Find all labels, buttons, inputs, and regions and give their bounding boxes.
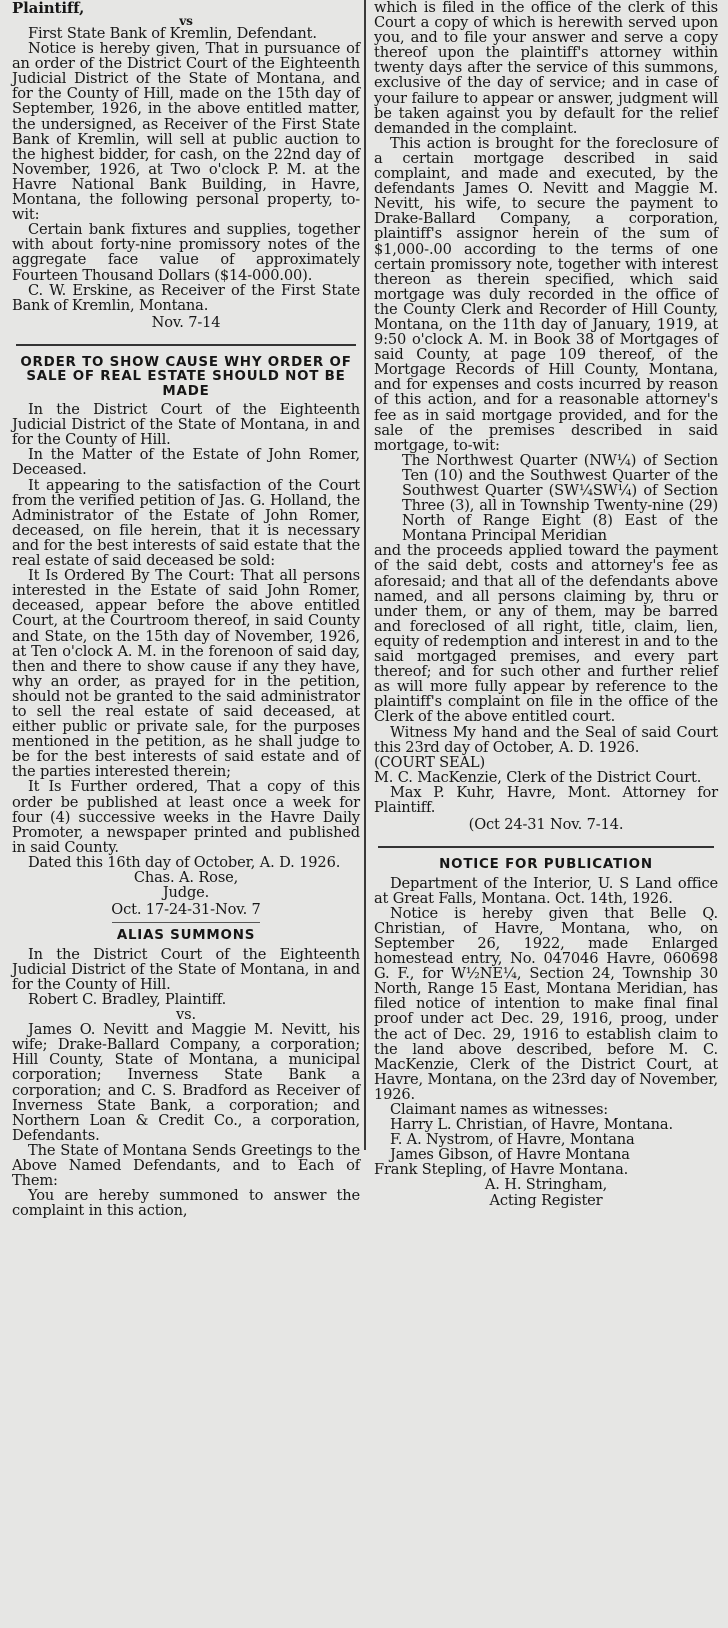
notice-for-publication — [374, 858, 718, 1207]
order-paragraph-2: It Is Ordered By The Court: That all persons interested in the Estate of said John Romer, deceased, appear before the above entitled Court, at the Courtroom thereof, in said County and State, on the 15th day of November, 1926, at Ten o'clock A. M. in the forenoon of said day, then and there to show cause if any they have, why an order, as prayed for in the petition, should not be granted to the said administrator to sell the real estate of said deceased, at either public or private sale, for the purposes mentioned in the petition, as he shall judge to be for the best interests of said estate and of the parties interested therein; — [12, 567, 360, 781]
action-paragraph: This action is brought for the foreclosure of a certain mortgage described in said complaint, and made and executed, by the defendants James O. Nevitt and Maggie M. Nevitt, his wife, to secure the payment to Drake-Ballard Company, a corporation, plaintiff's assignor herein of the sum of $1,000-.00 according to the terms of one certain promissory note, together with interest thereon as therein specified, which said mortgage was duly recorded in the office of the County Clerk and Recorder of Hill County, Montana, on the 11th day of January, 1919, at 9:50 o'clock A. M. in Book 38 of Mortgages of said County, at page 109 thereof, of the Mortgage Records of Hill County, Montana, and for expenses and costs incurred by reason of this action, and for a reasonable attorney's fee as in said mortgage provided, and for the sale of the premises described in said mortgage, to-wit: — [374, 134, 718, 454]
notice-divider — [378, 846, 714, 848]
column-rule — [364, 0, 366, 1150]
fixtures-paragraph: Certain bank fixtures and supplies, together with about forty-nine promissory notes of the aggregate face value of approximately Fourteen Thousand Dollars ($14-000.00). — [12, 221, 360, 284]
order-paragraph-3: It Is Further ordered, That a copy of this order be published at least once a week for four (4) successive weeks in the Havre Daily Promoter, a newspaper printed and published in said County. — [12, 778, 360, 856]
notice-divider — [16, 344, 356, 346]
order-matter-line: In the Matter of the Estate of John Romer, Deceased. — [12, 446, 360, 479]
order-dated-line: Dated this 16th day of October, A. D. 1926. — [28, 853, 341, 871]
judge-title: Judge. — [162, 884, 210, 902]
alias-summons-continued — [374, 0, 718, 832]
alias-summons — [12, 929, 360, 1218]
witness-entry: Frank Stepling, of Havre Montana. — [374, 1161, 629, 1179]
notice-divider — [112, 922, 260, 923]
order-to-show-cause — [12, 356, 360, 917]
receiver-pub-dates: Nov. 7-14 — [151, 313, 221, 331]
witness-line: Witness My hand and the Seal of said Court this 23rd day of October, A. D. 1926. — [374, 723, 718, 756]
receiver-sale-notice — [12, 0, 360, 330]
receiver-signature: C. W. Erskine, as Receiver of the First State Bank of Kremlin, Montana. — [12, 281, 360, 314]
right-column — [368, 0, 728, 1628]
alias-court-line: In the District Court of the Eighteenth Judicial District of the State of Montana, in and for the County of Hill. — [12, 945, 360, 993]
publication-body: Notice is hereby given that Belle Q. Christian, of Havre, Montana, who, on September 26, 1922, made Enlarged homestead entry, No. 047046 Havre, 060698 G. F., for W½NE¼, Section 24, Township 30 North, Range 15 East, Montana Meridian, has filed notice of intention to make final final proof under act Dec. 29, 1916, proog, under the act of Dec. 29, 1916 to establish claim to the land above described, before M. C. MacKenzie, Clerk of the District Court, at Havre, Montana, on the 23rd day of November, 1926. — [374, 904, 718, 1103]
summons-continuation: which is filed in the office of the clerk of this Court a copy of which is herewith served upon you, and to file your answer and serve a copy thereof upon the plaintiff's attorney within twenty days after the service of this summons, exclusive of the day of service; and in case of your failure to appear or answer, judgment will be taken against you by default for the relief demanded in the complaint. — [374, 0, 718, 137]
plaintiff-label: Plaintiff, — [12, 0, 85, 17]
witnesses-intro: Claimant names as witnesses: — [390, 1100, 609, 1118]
versus-label: vs — [179, 14, 193, 28]
attorney-signature: Max P. Kuhr, Havre, Mont. Attorney for Plaintiff. — [374, 783, 718, 816]
witness-entry: F. A. Nystrom, of Havre, Montana — [390, 1131, 635, 1149]
defendant-line: First State Bank of Kremlin, Defendant. — [28, 25, 317, 42]
judge-name: Chas. A. Rose, — [133, 869, 239, 886]
alias-defendants: James O. Nevitt and Maggie M. Nevitt, his wife; Drake-Ballard Company, a corporation; Hill County, State of Montana, a municipal corporation; Inverness State Bank a corporation; and C. S. Bradford as Receiver of Inverness State Bank, a corporation; and Northern Loan & Credit Co., a corporation, Defendants. — [12, 1021, 360, 1144]
alias-heading: ALIAS SUMMONS — [116, 928, 256, 944]
alias-plaintiff-line: Robert C. Bradley, Plaintiff. — [28, 990, 227, 1008]
order-paragraph-1: It appearing to the satisfaction of the Court from the verified petition of Jas. G. Holland, the Administrator of the Estate of John Romer, deceased, on file herein, that it is necessary and for the best interests of said estate that the real estate of said deceased be sold: — [12, 476, 360, 570]
legal-description: The Northwest Quarter (NW¼) of Section Ten (10) and the Southwest Quarter of the Southwest Quarter (SW¼SW¼) of Section Three (3), all in Township Twenty-nine (29) North of Range Eight (8) East of the Montana Principal Meridian — [402, 451, 718, 545]
register-title: Acting Register — [489, 1191, 603, 1209]
alias-versus-label: vs. — [176, 1006, 196, 1024]
order-court-line: In the District Court of the Eighteenth Judicial District of the State of Montana, in and for the County of Hill. — [12, 401, 360, 449]
clerk-signature: M. C. MacKenzie, Clerk of the District Court. — [374, 768, 702, 786]
alias-summoned-line: You are hereby summoned to answer the complaint in this action, — [12, 1187, 360, 1220]
register-name: A. H. Stringham, — [484, 1176, 608, 1194]
publication-department: Department of the Interior, U. S Land office at Great Falls, Montana. Oct. 14th, 1926. — [374, 874, 718, 907]
witness-entry: Harry L. Christian, of Havre, Montana. — [390, 1116, 673, 1134]
court-seal-label: (COURT SEAL) — [374, 753, 486, 771]
alias-greetings: The State of Montana Sends Greetings to the Above Named Defendants, and to Each of Them: — [12, 1141, 360, 1190]
order-heading: ORDER TO SHOW CAUSE WHY ORDER OF SALE OF REAL ESTATE SHOULD NOT BE MADE — [20, 354, 352, 399]
receiver-notice-body: Notice is hereby given, That in pursuance of an order of the District Court of the Eighteenth Judicial District of the State of Montana, and for the County of Hill, made on the 15th day of September, 1926, in the above entitled matter, the undersigned, as Receiver of the First State Bank of Kremlin, will sell at public auction to the highest bidder, for cash, on the 22nd day of November, 1926, at Two o'clock P. M. at the Havre National Bank Building, in Havre, Montana, the following personal property, to-wit: — [12, 40, 360, 224]
witness-entry: James Gibson, of Havre Montana — [390, 1146, 630, 1164]
order-pub-dates: Oct. 17-24-31-Nov. 7 — [111, 901, 261, 919]
proceeds-paragraph: and the proceeds applied toward the payment of the said debt, costs and attorney's fee as aforesaid; and that all of the defendants above named, and all persons claiming by, thru or under them, or any of them, may be barred and foreclosed of all right, title, claim, lien, equity of redemption and interest in and to the said mortgaged premises, and every part thereof; and for such other and further relief as will more fully appear by reference to the plaintiff's complaint on file in the office of the Clerk of the above entitled court. — [374, 542, 718, 726]
summons-pub-dates: (Oct 24-31 Nov. 7-14. — [468, 816, 624, 834]
publication-heading: NOTICE FOR PUBLICATION — [439, 857, 653, 873]
